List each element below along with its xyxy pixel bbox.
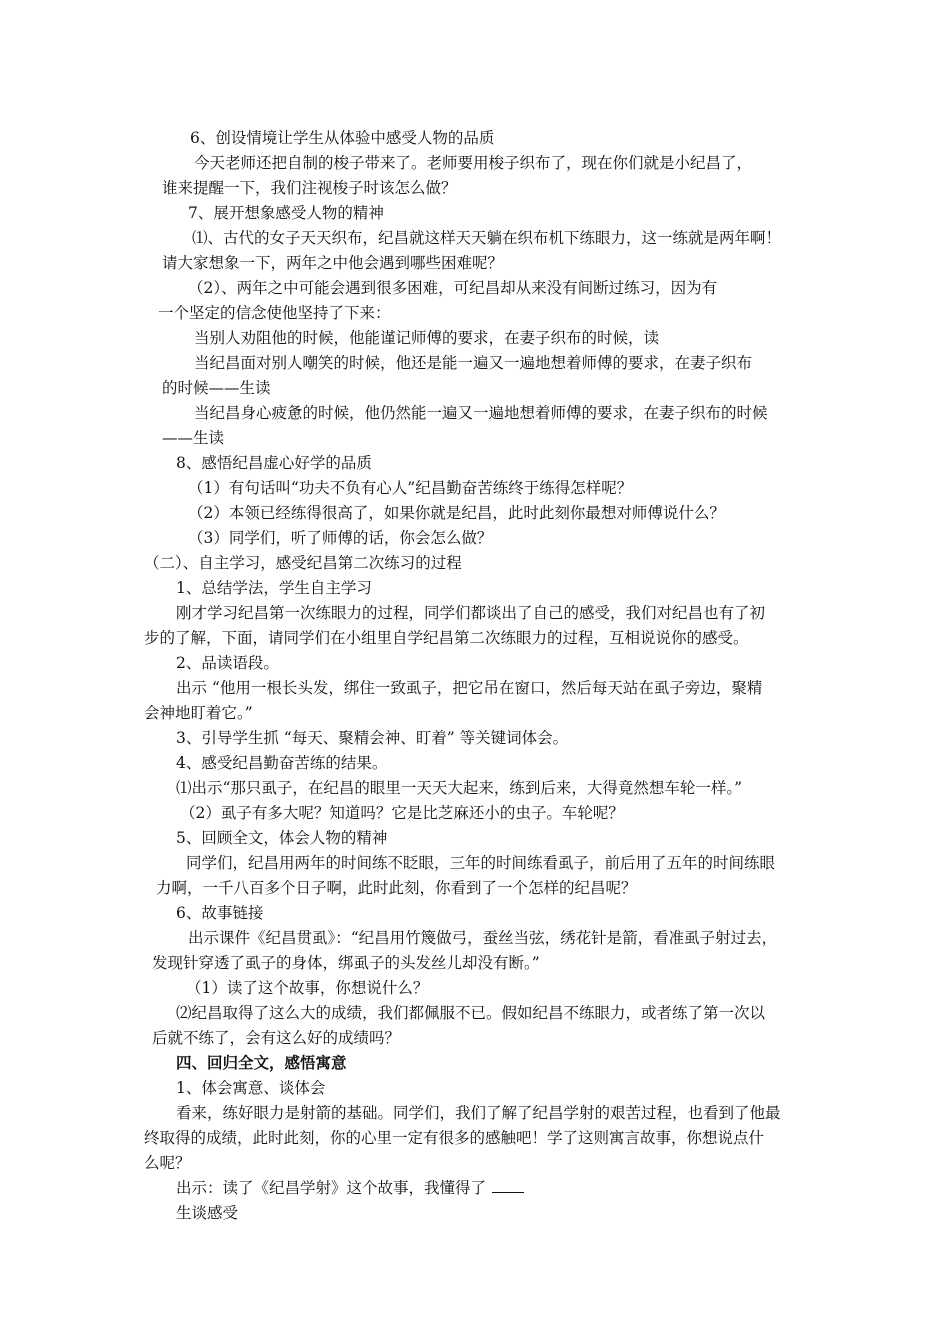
paragraph-line: 看来，练好眼力是射箭的基础。同学们，我们了解了纪昌学射的艰苦过程，也看到了他最 [176,1104,781,1122]
heading-3: 3、引导学生抓 “每天、聚精会神、盯着” 等关键词体会。 [176,729,569,747]
paragraph-line: 终取得的成绩，此时此刻，你的心里一定有很多的感触吧！学了这则寓言故事，你想说点什 [144,1129,765,1147]
paragraph-line: （1）读了这个故事，你想说什么？ [186,979,429,997]
paragraph-line: 么呢？ [144,1154,191,1172]
paragraph-line: 步的了解，下面，请同学们在小组里自学纪昌第二次练眼力的过程，互相说说你的感受。 [144,629,749,647]
paragraph-line: 发现针穿透了虱子的身体，绑虱子的头发丝儿却没有断。” [152,954,540,972]
paragraph-line: （2）虱子有多大呢？知道吗？它是比芝麻还小的虫子。车轮呢？ [180,804,624,822]
paragraph-line: 的时候——生读 [162,379,271,397]
heading-4: 4、感受纪昌勤奋苦练的结果。 [176,754,388,772]
paragraph-line: 刚才学习纪昌第一次练眼力的过程，同学们都谈出了自己的感受，我们对纪昌也有了初 [176,604,766,622]
paragraph-line: 今天老师还把自制的梭子带来了。老师要用梭子织布了，现在你们就是小纪昌了， [194,154,753,172]
paragraph-line: 生谈感受 [176,1204,239,1222]
heading-5: 5、回顾全文，体会人物的精神 [176,829,388,847]
paragraph-line: 当纪昌面对别人嘲笑的时候，他还是能一遍又一遍地想着师傅的要求，在妻子织布 [194,354,753,372]
paragraph-line: 力啊，一千八百多个日子啊，此时此刻，你看到了一个怎样的纪昌呢？ [156,879,637,897]
paragraph-line: 同学们，纪昌用两年的时间练不眨眼，三年的时间练看虱子，前后用了五年的时间练眼 [186,854,776,872]
prompt-line [176,1178,524,1198]
paragraph-line: 谁来提醒一下，我们注视梭子时该怎么做？ [162,179,457,197]
paragraph-line: ⑴、古代的女子天天织布，纪昌就这样天天躺在织布机下练眼力，这一练就是两年啊！ [192,229,782,247]
heading-7: 7、展开想象感受人物的精神 [188,204,384,222]
paragraph-line: （3）同学们，听了师傅的话，你会怎么做？ [188,529,493,547]
paragraph-line: 请大家想象一下，两年之中他会遇到哪些困难呢？ [162,254,504,272]
paragraph-line: ⑵纪昌取得了这么大的成绩，我们都佩服不已。假如纪昌不练眼力，或者练了第一次以 [176,1004,766,1022]
heading-6-story: 6、故事链接 [176,904,264,922]
section-heading-4: 四、回归全文，感悟寓意 [176,1053,347,1072]
paragraph-line: 当纪昌身心疲惫的时候，他仍然能一遍又一遍地想着师傅的要求，在妻子织布的时候 [194,404,768,422]
paragraph-line: 出示课件《纪昌贯虱》：“纪昌用竹篾做弓，蚕丝当弦，绣花针是箭，看准虱子射过去， [188,929,778,947]
paragraph-line: ⑴出示“那只虱子，在纪昌的眼里一天天大起来，练到后来，大得竟然想车轮一样。” [176,779,743,797]
paragraph-line: ——生读 [162,429,225,447]
paragraph-line: 后就不练了，会有这么好的成绩吗？ [152,1029,401,1047]
fill-in-blank [492,1178,524,1193]
heading-1-meaning: 1、体会寓意、谈体会 [176,1079,326,1097]
paragraph-line: 一个坚定的信念使他坚持了下来： [158,304,391,322]
paragraph-line: （1）有句话叫“功夫不负有心人”纪昌勤奋苦练终于练得怎样呢？ [188,479,633,497]
paragraph-line: 当别人劝阻他的时候，他能谨记师傅的要求，在妻子织布的时候，读 [194,329,660,347]
paragraph-line: 出示 “他用一根长头发，绑住一致虱子，把它吊在窗口，然后每天站在虱子旁边，聚精 [176,679,763,697]
section-heading: （二）、自主学习，感受纪昌第二次练习的过程 [144,554,462,572]
paragraph-line: （2）本领已经练得很高了，如果你就是纪昌，此时此刻你最想对师傅说什么？ [188,504,725,522]
paragraph-line: （2）、两年之中可能会遇到很多困难，可纪昌却从来没有间断过练习，因为有 [188,279,718,297]
heading-1: 1、总结学法，学生自主学习 [176,579,372,597]
paragraph-line: 会神地盯着它。” [144,704,253,722]
prompt-text: 出示：读了《纪昌学射》这个故事，我懂得了 [176,1179,487,1197]
heading-2: 2、品读语段。 [176,654,279,672]
heading-6: 6、创设情境让学生从体验中感受人物的品质 [190,129,495,147]
heading-8: 8、感悟纪昌虚心好学的品质 [176,454,372,472]
